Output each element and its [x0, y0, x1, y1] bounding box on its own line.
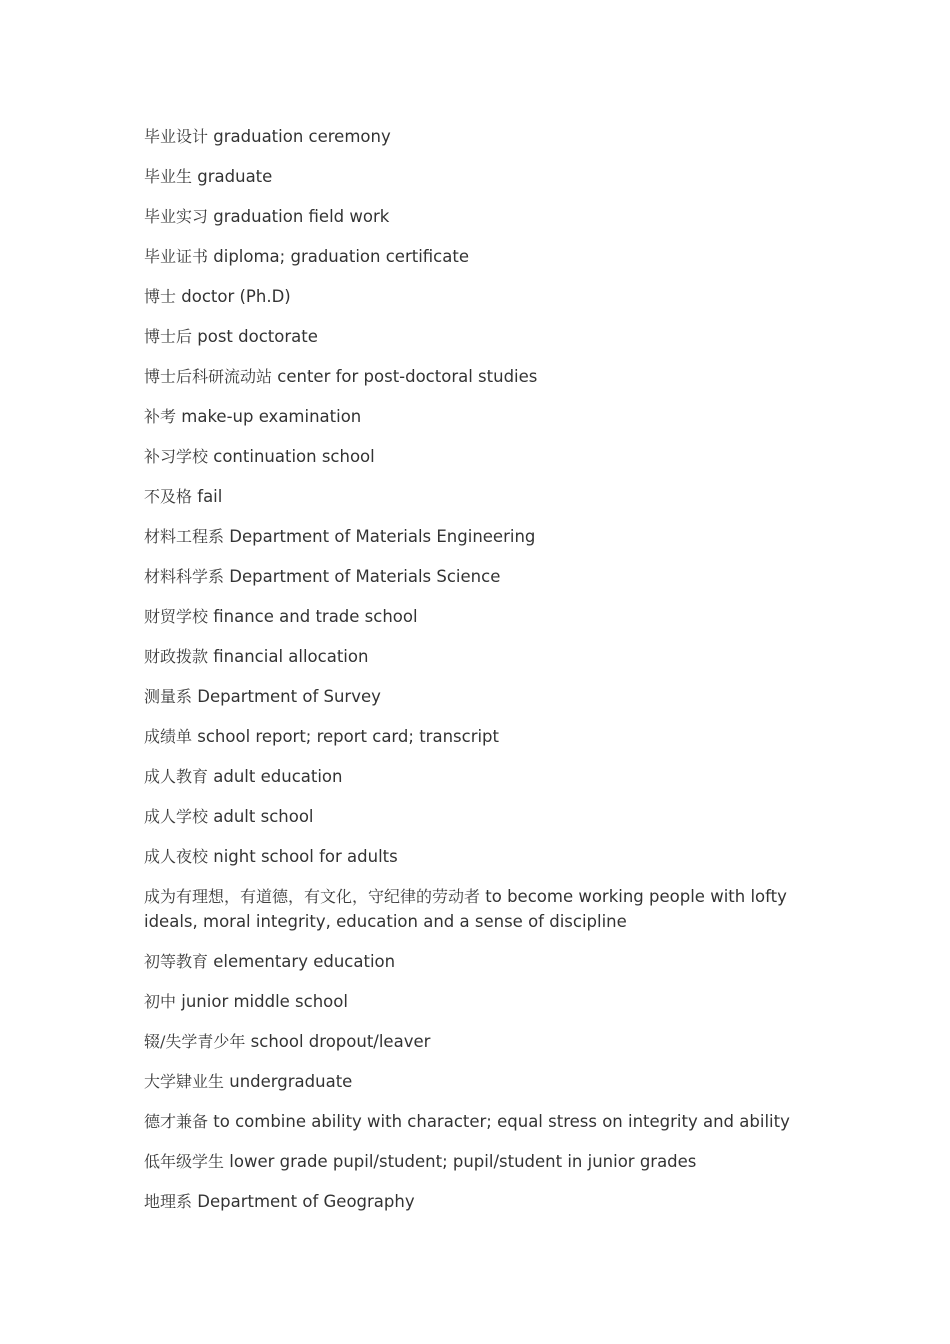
glossary-page [144, 124, 814, 1229]
term-chinese: 测量系 [144, 687, 193, 706]
glossary-entry [144, 484, 814, 509]
term-chinese: 材料科学系 [144, 567, 225, 586]
term-chinese: 财政拨款 [144, 647, 209, 666]
term-english: fail [197, 487, 223, 506]
term-english: financial allocation [213, 647, 369, 666]
glossary-entry [144, 684, 814, 709]
glossary-entry [144, 124, 814, 149]
glossary-entry [144, 804, 814, 829]
glossary-entry [144, 164, 814, 189]
glossary-entry [144, 324, 814, 349]
term-chinese: 不及格 [144, 487, 193, 506]
glossary-entry [144, 364, 814, 389]
glossary-entry [144, 284, 814, 309]
term-english: doctor (Ph.D) [181, 287, 291, 306]
term-chinese: 德才兼备 [144, 1112, 209, 1131]
term-english: to combine ability with character; equal stress on integrity and ability [213, 1112, 790, 1131]
term-english: graduation ceremony [213, 127, 391, 146]
term-chinese: 初等教育 [144, 952, 209, 971]
glossary-entry [144, 724, 814, 749]
glossary-entry [144, 989, 814, 1014]
term-chinese: 博士后科研流动站 [144, 367, 273, 386]
term-chinese: 低年级学生 [144, 1152, 225, 1171]
term-english: night school for adults [213, 847, 398, 866]
term-english: continuation school [213, 447, 375, 466]
glossary-entry [144, 844, 814, 869]
glossary-entry [144, 1109, 814, 1134]
term-chinese: 大学肄业生 [144, 1072, 225, 1091]
glossary-entry [144, 644, 814, 669]
term-english: elementary education [213, 952, 396, 971]
term-chinese: 成人学校 [144, 807, 209, 826]
glossary-entry [144, 404, 814, 429]
glossary-entry [144, 764, 814, 789]
glossary-entry [144, 244, 814, 269]
glossary-entry [144, 884, 814, 934]
glossary-entry [144, 1069, 814, 1094]
glossary-entry [144, 1189, 814, 1214]
term-chinese: 毕业证书 [144, 247, 209, 266]
term-english: Department of Materials Science [229, 567, 501, 586]
term-english: post doctorate [197, 327, 318, 346]
term-english: to become working people with lofty ideals, moral integrity, education and a sense of discipline [144, 887, 787, 931]
term-english: graduation field work [213, 207, 390, 226]
term-chinese: 博士后 [144, 327, 193, 346]
glossary-entry [144, 604, 814, 629]
term-chinese: 辍/失学青少年 [144, 1032, 246, 1051]
term-chinese: 毕业实习 [144, 207, 209, 226]
term-english: undergraduate [229, 1072, 353, 1091]
term-chinese: 补习学校 [144, 447, 209, 466]
term-english: graduate [197, 167, 273, 186]
term-chinese: 毕业设计 [144, 127, 209, 146]
term-english: school dropout/leaver [250, 1032, 431, 1051]
term-chinese: 地理系 [144, 1192, 193, 1211]
term-english: Department of Materials Engineering [229, 527, 536, 546]
term-chinese: 成为有理想，有道德，有文化，守纪律的劳动者 [144, 887, 481, 906]
glossary-entry [144, 204, 814, 229]
glossary-entry [144, 1029, 814, 1054]
term-english: Department of Geography [197, 1192, 415, 1211]
glossary-entry [144, 564, 814, 589]
term-english: school report; report card; transcript [197, 727, 500, 746]
term-chinese: 毕业生 [144, 167, 193, 186]
glossary-entry [144, 524, 814, 549]
term-english: adult school [213, 807, 314, 826]
term-english: finance and trade school [213, 607, 418, 626]
term-english: make-up examination [181, 407, 362, 426]
term-chinese: 成绩单 [144, 727, 193, 746]
glossary-entry [144, 1149, 814, 1174]
glossary-entry [144, 949, 814, 974]
term-english: Department of Survey [197, 687, 381, 706]
term-chinese: 博士 [144, 287, 177, 306]
term-english: center for post-doctoral studies [277, 367, 538, 386]
term-english: lower grade pupil/student; pupil/student in junior grades [229, 1152, 697, 1171]
term-english: junior middle school [181, 992, 348, 1011]
term-chinese: 成人夜校 [144, 847, 209, 866]
term-chinese: 补考 [144, 407, 177, 426]
term-chinese: 初中 [144, 992, 177, 1011]
glossary-entry [144, 444, 814, 469]
term-chinese: 财贸学校 [144, 607, 209, 626]
term-chinese: 材料工程系 [144, 527, 225, 546]
term-english: adult education [213, 767, 343, 786]
term-english: diploma; graduation certificate [213, 247, 469, 266]
term-chinese: 成人教育 [144, 767, 209, 786]
